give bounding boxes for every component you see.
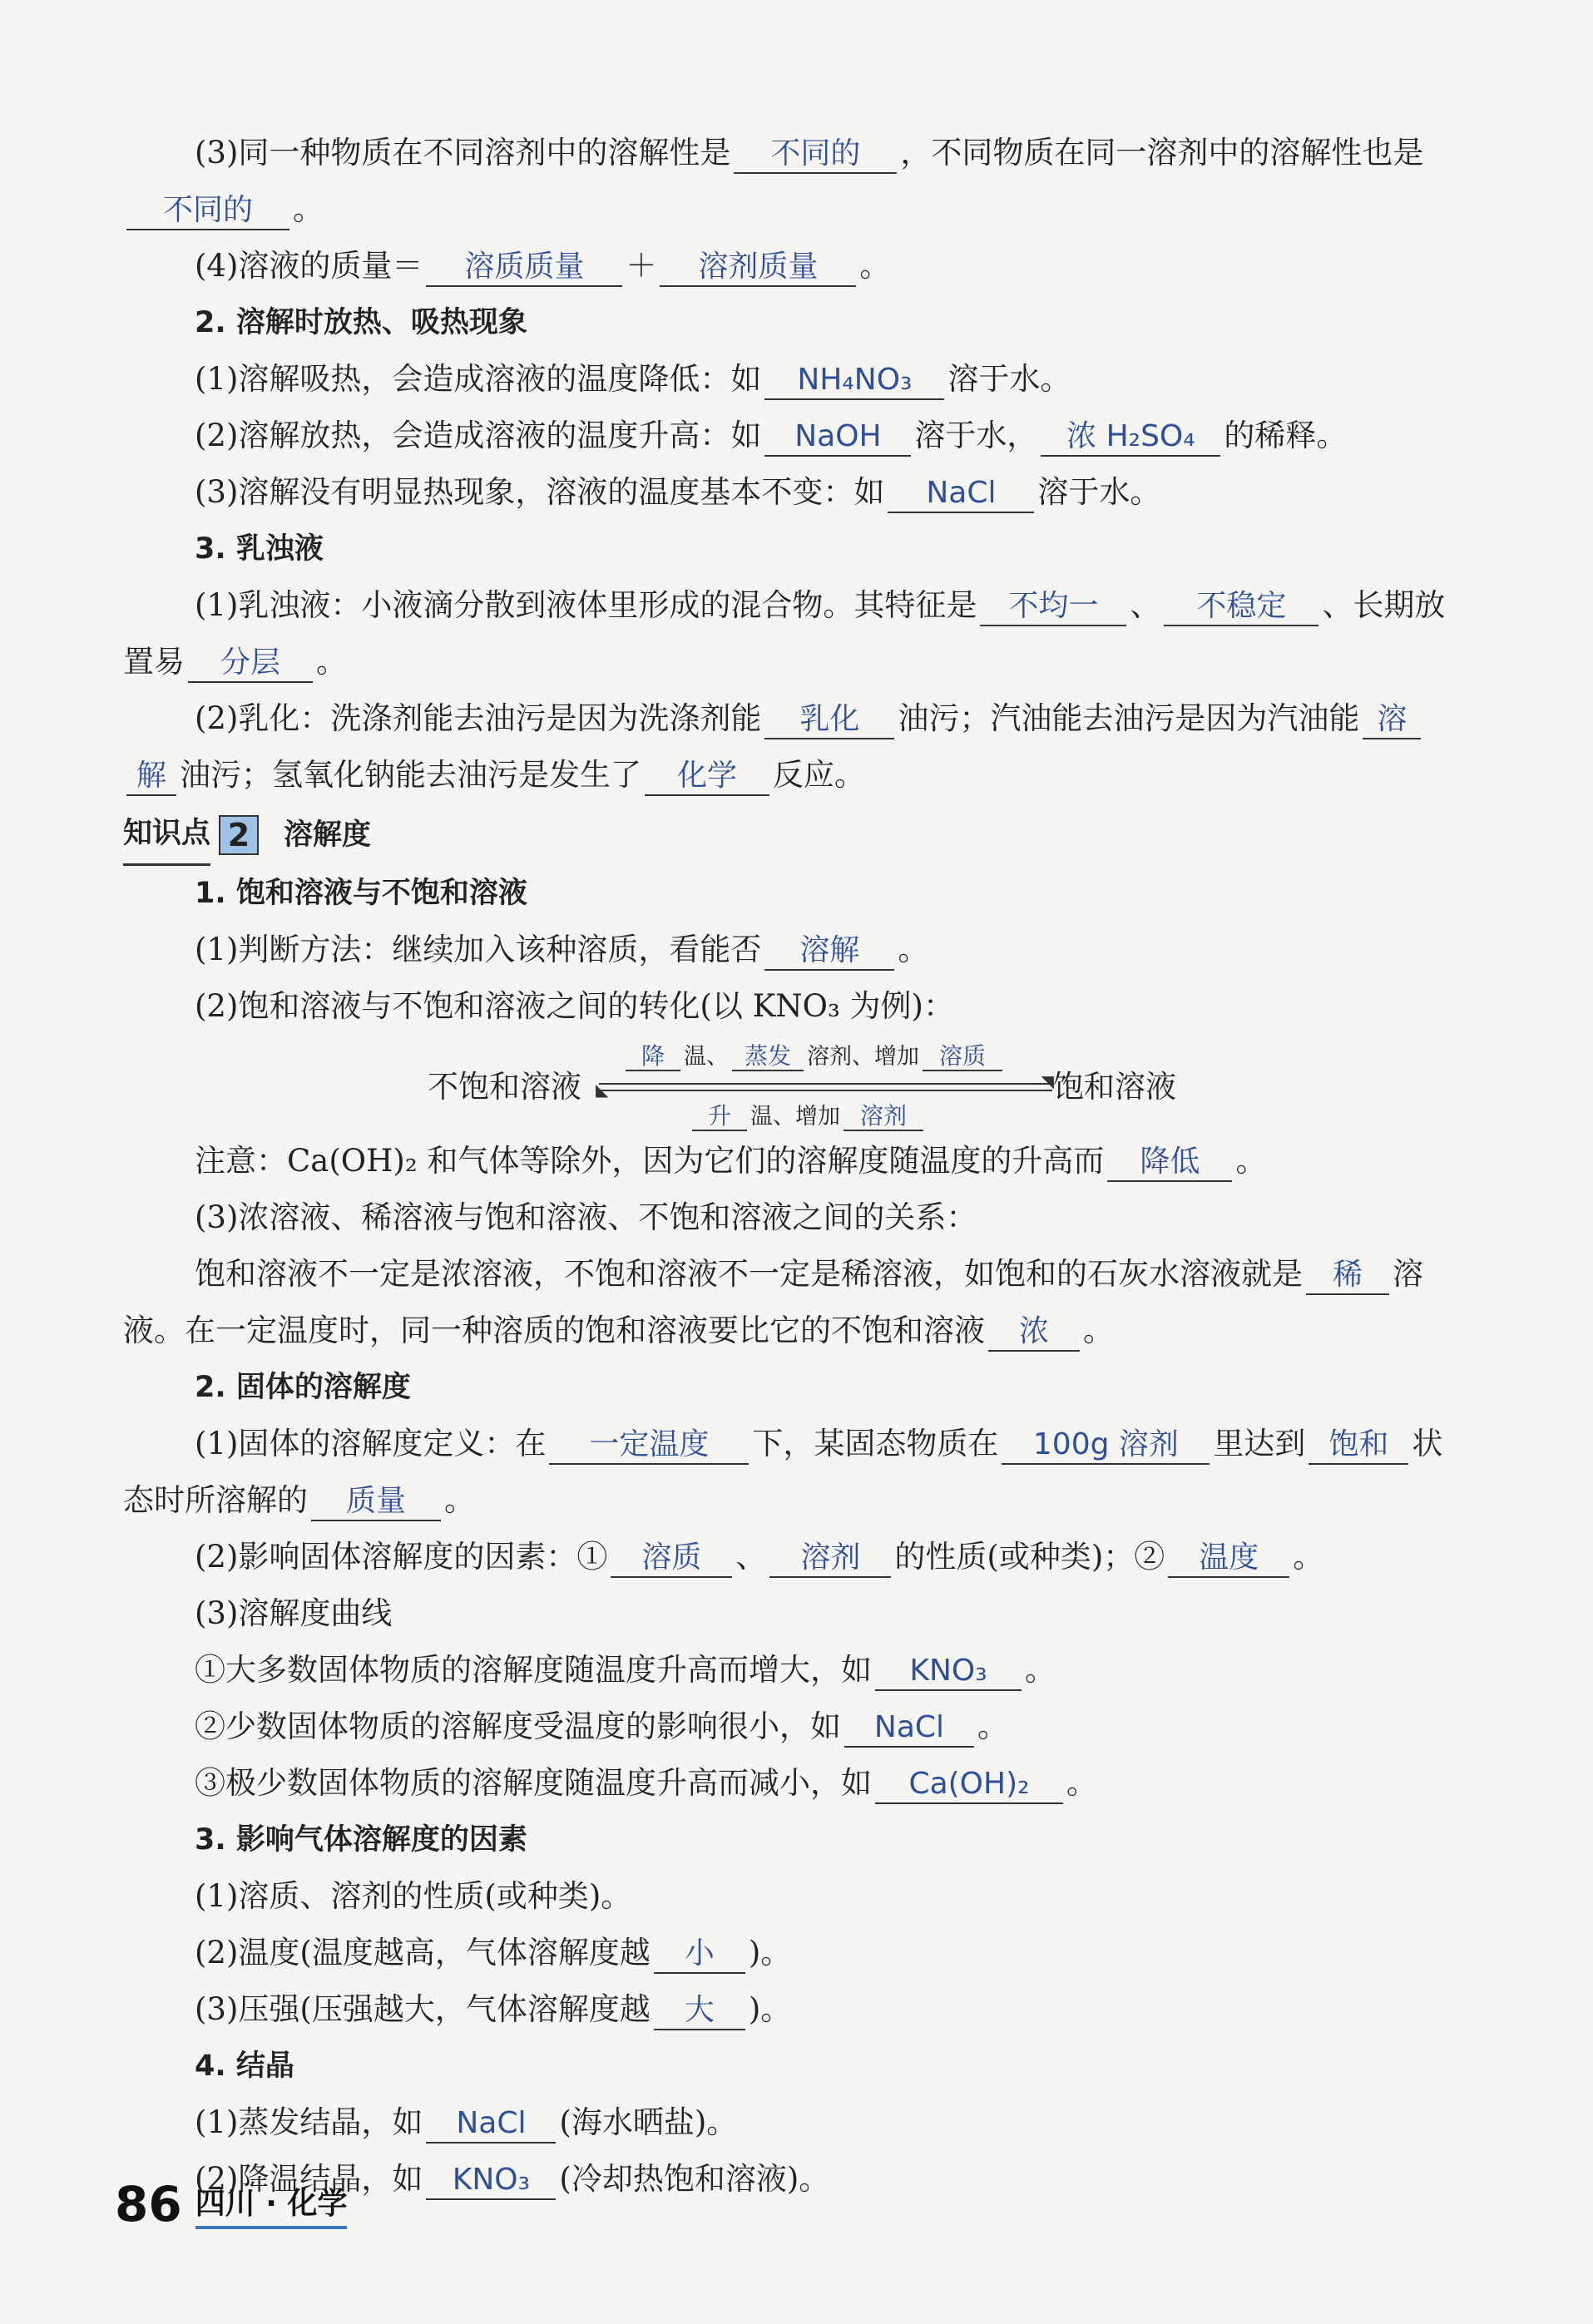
text: 温、	[684, 1044, 729, 1070]
saturated-label: 饱和溶液	[1053, 1069, 1176, 1105]
section-heading: 1. 饱和溶液与不饱和溶液	[195, 877, 527, 910]
text-line	[123, 1133, 1485, 1189]
text-line	[123, 1416, 1485, 1472]
text: 。	[1083, 1313, 1114, 1348]
text-line	[123, 978, 1485, 1035]
answer-blank: Ca(OH)₂	[875, 1766, 1063, 1804]
text: 注意：Ca(OH)₂ 和气体等除外，因为它们的溶解度随温度的升高而	[195, 1143, 1105, 1179]
answer-blank: 降	[626, 1043, 680, 1071]
text-line	[123, 1868, 1485, 1925]
answer-blank: 溶剂	[769, 1540, 891, 1578]
knowledge-point-label: 知识点	[123, 805, 210, 866]
text: 饱和溶液不一定是浓溶液，不饱和溶液不一定是稀溶液，如饱和的石灰水溶液就是	[195, 1256, 1303, 1292]
answer-blank: 不均一	[980, 588, 1126, 626]
text: 。	[316, 644, 347, 680]
answer-blank: 稀	[1306, 1257, 1389, 1295]
text: 、	[1130, 587, 1161, 623]
text: 。	[293, 191, 324, 227]
text: 油污；氢氧化钠能去油污是发生了	[180, 757, 641, 793]
answer-blank: 蒸发	[732, 1043, 804, 1071]
answer-blank: 不同的	[734, 136, 897, 174]
forward-arrow-line	[599, 1083, 1052, 1085]
answer-blank: 化学	[645, 758, 769, 796]
text: (1)乳浊液：小液滴分散到液体里形成的混合物。其特征是	[195, 587, 977, 623]
text-line	[123, 1755, 1485, 1812]
answer-blank: 饱和	[1309, 1427, 1408, 1465]
text: 。	[1025, 1652, 1056, 1688]
text-line	[123, 1642, 1485, 1698]
text-line	[123, 634, 1485, 690]
text: 溶于水。	[947, 361, 1071, 397]
answer-blank: 乳化	[764, 701, 894, 739]
answer-blank: 浓	[988, 1313, 1080, 1352]
answer-blank: 溶	[1363, 701, 1421, 739]
unsaturated-label: 不饱和溶液	[428, 1069, 581, 1105]
text: (2)温度(温度越高，气体溶解度越	[195, 1935, 651, 1970]
answer-blank: 分层	[188, 645, 313, 683]
text: 。	[1235, 1143, 1267, 1179]
text-line	[123, 464, 1485, 521]
text: 溶剂、增加	[807, 1044, 919, 1070]
section-heading: 4. 结晶	[195, 2050, 294, 2083]
answer-blank: 溶质	[611, 1540, 732, 1578]
text: 。	[444, 1482, 475, 1518]
text: 液。在一定温度时，同一种溶质的饱和溶液要比它的不饱和溶液	[123, 1313, 985, 1348]
text-line	[123, 351, 1485, 408]
page-number: 86	[115, 2176, 182, 2233]
text: 状	[1412, 1426, 1443, 1461]
text-line	[123, 690, 1485, 747]
text-line	[123, 1529, 1485, 1585]
text-line	[123, 1698, 1485, 1755]
text: 下，某固态物质在	[752, 1426, 999, 1461]
text-line	[123, 125, 1485, 181]
answer-blank: 降低	[1107, 1144, 1232, 1182]
text: (1)溶质、溶剂的性质(或种类)。	[195, 1878, 632, 1914]
answer-blank: 小	[654, 1936, 745, 1974]
answer-blank: 大	[654, 1992, 745, 2030]
text-line	[123, 1981, 1485, 2038]
book-title: 四川 · 化学	[195, 2180, 348, 2229]
text: (3)同一种物质在不同溶剂中的溶解性是	[195, 135, 731, 171]
text: 的性质(或种类)；②	[894, 1539, 1165, 1575]
text: ①大多数固体物质的溶解度随温度升高而增大，如	[195, 1652, 872, 1688]
reverse-arrowhead-icon: ◣	[596, 1080, 609, 1100]
text: (1)溶解吸热，会造成溶液的温度降低：如	[195, 361, 762, 397]
text-line	[123, 922, 1485, 978]
text-line	[123, 1303, 1485, 1359]
answer-blank: NaCl	[844, 1709, 974, 1748]
text: 、长期放	[1322, 587, 1446, 623]
text: 溶	[1393, 1256, 1423, 1292]
answer-blank: 质量	[311, 1483, 441, 1521]
answer-blank: 100g 溶剂	[1002, 1427, 1210, 1465]
text: (3)溶解没有明显热现象，溶液的温度基本不变：如	[195, 474, 885, 510]
text: ②少数固体物质的溶解度受温度的影响很小，如	[195, 1708, 841, 1744]
text: (海水晒盐)。	[559, 2104, 738, 2140]
text: ，不同物质在同一溶剂中的溶解性也是	[900, 135, 1424, 171]
answer-blank: 不同的	[126, 192, 289, 230]
knowledge-point-number: 2	[219, 815, 259, 855]
text: (2)溶解放热，会造成溶液的温度升高：如	[195, 418, 762, 453]
answer-blank: 溶质	[923, 1043, 1002, 1071]
answer-blank: NaOH	[764, 418, 911, 457]
text: (4)溶液的质量＝	[195, 248, 423, 284]
text: (3)压强(压强越大，气体溶解度越	[195, 1991, 651, 2027]
conversion-diagram	[123, 1035, 1485, 1133]
answer-blank: 升	[692, 1103, 747, 1131]
section-heading: 2. 固体的溶解度	[195, 1371, 411, 1404]
forward-condition	[622, 1038, 1006, 1071]
text-line	[123, 408, 1485, 464]
answer-blank: 浓 H₂SO₄	[1041, 418, 1220, 457]
answer-blank: 溶剂	[843, 1103, 923, 1131]
answer-blank: NaCl	[426, 2105, 556, 2144]
text: )。	[748, 1935, 792, 1970]
reverse-condition	[689, 1098, 927, 1131]
answer-blank: 解	[126, 758, 176, 796]
text-line	[123, 1585, 1485, 1642]
answer-blank: NaCl	[888, 475, 1034, 513]
answer-blank: 温度	[1168, 1540, 1289, 1578]
text: 。	[977, 1708, 1008, 1744]
answer-blank: 溶质质量	[426, 249, 622, 287]
section-heading: 3. 乳浊液	[195, 532, 324, 566]
text-line	[123, 1925, 1485, 1981]
text: (2)影响固体溶解度的因素：①	[195, 1539, 608, 1575]
text: 。	[1066, 1765, 1097, 1801]
text-line	[123, 1472, 1485, 1529]
reverse-arrow-line	[599, 1090, 1052, 1091]
forward-arrowhead-icon: ◥	[1041, 1071, 1054, 1091]
text: 、	[735, 1539, 767, 1575]
text-line	[123, 747, 1485, 804]
answer-blank: 不稳定	[1164, 588, 1318, 626]
text-line	[123, 181, 1485, 238]
text: 溶于水，	[914, 418, 1038, 453]
text: 。	[1293, 1539, 1324, 1575]
text-line	[123, 2094, 1485, 2151]
text: (冷却热饱和溶液)。	[559, 2161, 830, 2197]
text-line	[123, 1189, 1485, 1246]
text: 里达到	[1213, 1426, 1306, 1461]
text: ＋	[626, 248, 657, 284]
text: (3)溶解度曲线	[195, 1595, 393, 1631]
text: (1)固体的溶解度定义：在	[195, 1426, 547, 1461]
knowledge-point-title: 溶解度	[284, 818, 372, 852]
knowledge-point-heading	[123, 805, 1485, 865]
text: 。	[898, 932, 929, 967]
text: 溶于水。	[1037, 474, 1161, 510]
page-footer	[115, 2176, 348, 2233]
text: )。	[748, 1991, 792, 2027]
text: (1)判断方法：继续加入该种溶质，看能否	[195, 932, 762, 967]
answer-blank: KNO₃	[426, 2162, 556, 2200]
text: (2)降温结晶，如	[195, 2161, 423, 2197]
text: 油污；汽油能去油污是因为汽油能	[898, 700, 1360, 736]
text: 置易	[123, 644, 185, 680]
text-line	[123, 577, 1485, 634]
text: (3)浓溶液、稀溶液与饱和溶液、不饱和溶液之间的关系：	[195, 1199, 977, 1235]
text: 。	[859, 248, 891, 284]
answer-blank: KNO₃	[875, 1653, 1022, 1691]
text: (1)蒸发结晶，如	[195, 2104, 423, 2140]
text-line	[123, 1246, 1485, 1303]
text-line	[123, 238, 1485, 294]
text: 的稀释。	[1224, 418, 1348, 453]
text: 态时所溶解的	[123, 1482, 308, 1518]
text: 温、增加	[750, 1104, 840, 1130]
section-heading: 2. 溶解时放热、吸热现象	[195, 306, 527, 339]
section-heading: 3. 影响气体溶解度的因素	[195, 1823, 527, 1857]
text: (2)乳化：洗涤剂能去油污是因为洗涤剂能	[195, 700, 762, 736]
answer-blank: 溶剂质量	[660, 249, 856, 287]
answer-blank: 溶解	[764, 932, 894, 971]
text: ③极少数固体物质的溶解度随温度升高而减小，如	[195, 1765, 872, 1801]
answer-blank: 一定温度	[549, 1427, 749, 1465]
text: (2)饱和溶液与不饱和溶液之间的转化(以 KNO₃ 为例)：	[195, 988, 954, 1024]
answer-blank: NH₄NO₃	[764, 362, 944, 400]
text: 反应。	[773, 757, 865, 793]
